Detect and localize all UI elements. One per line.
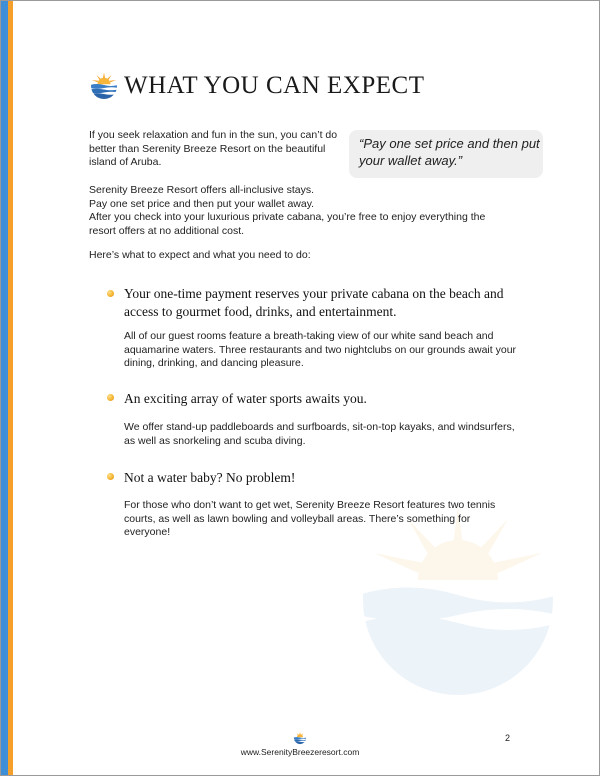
title-row [90, 70, 424, 102]
pull-quote [349, 130, 543, 178]
left-stripe-orange [8, 1, 13, 775]
bullet-body: For those who don’t want to get wet, Serenity Breeze Resort features two tennis courts, as well as lawn bowling and volleyball areas. There’s something for everyone! [124, 499, 496, 538]
intro-line-1: Serenity Breeze Resort offers all-inclusive stays. [89, 184, 315, 196]
bullet-body: All of our guest rooms feature a breath-taking view of our white sand beach and aquamarine waters. Three restaurants and two nightclubs on our grounds await your dining, drinking, and dancing pleasure. [124, 330, 517, 369]
intro-paragraph: If you seek relaxation and fun in the sun, you can’t do better than Serenity Breeze Resort on the beautiful island of Aruba. [89, 129, 338, 168]
sun-over-waves-icon [90, 71, 118, 101]
footer-logo-icon [293, 731, 307, 745]
round-gold-bullet-icon [107, 473, 114, 480]
pull-quote-text: “Pay one set price and then put your wallet away.” [359, 136, 540, 168]
bullet-body: We offer stand-up paddleboards and surfboards, sit-on-top kayaks, and windsurfers, as well as snorkeling and scuba diving. [124, 421, 515, 447]
footer-website-url: www.SerenityBreezeresort.com [240, 747, 360, 757]
intro-paragraph-2 [89, 184, 509, 238]
round-gold-bullet-icon [107, 290, 114, 297]
bullet-heading: An exciting array of water sports awaits you. [124, 391, 367, 406]
intro-line-3: After you check into your luxurious private cabana, you’re free to enjoy everything the resort offers at no additional cost. [89, 211, 486, 237]
bullet-heading: Your one-time payment reserves your private cabana on the beach and access to gourmet food, drinks, and entertainment. [124, 286, 504, 319]
page-title: WHAT YOU CAN EXPECT [124, 72, 425, 99]
left-stripe-blue [1, 1, 8, 775]
intro-paragraph-3: Here’s what to expect and what you need to do: [89, 249, 311, 261]
round-gold-bullet-icon [107, 394, 114, 401]
page-number: 2 [505, 733, 511, 743]
intro-line-2: Pay one set price and then put your wallet away. [89, 197, 315, 210]
bullet-heading: Not a water baby? No problem! [124, 470, 296, 485]
